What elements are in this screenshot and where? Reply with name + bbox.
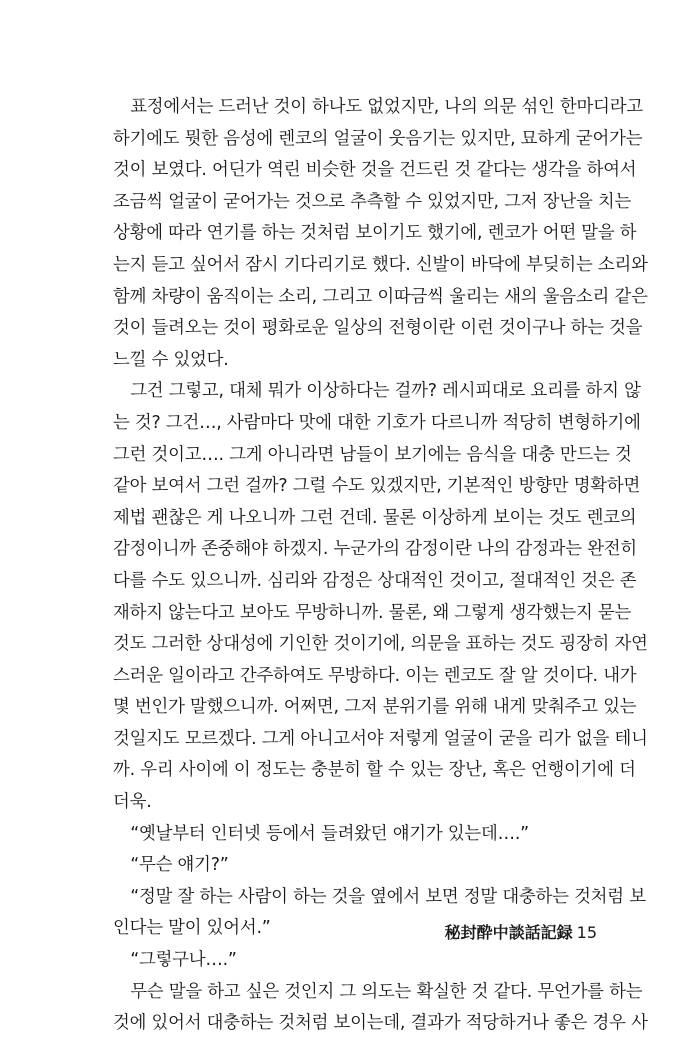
text-line: 까. 우리 사이에 이 정도는 충분히 할 수 있는 장난, 혹은 언행이기에 더 <box>113 760 636 781</box>
text-line: 는 것? 그건…, 사람마다 맛에 대한 기호가 다르니까 적당히 변형하기에 <box>113 412 641 433</box>
text-line: 상황에 따라 연기를 하는 것처럼 보이기도 했기에, 렌코가 어떤 말을 하 <box>113 223 637 244</box>
text-line: 몇 번인가 말했으니까. 어쩌면, 그저 분위기를 위해 내게 맞춰주고 있는 <box>113 697 637 718</box>
text-line: 스러운 일이라고 간주하여도 무방하다. 이는 렌코도 잘 알 것이다. 내가 <box>113 665 637 686</box>
text-line: 것에 있어서 대충하는 것처럼 보이는데, 결과가 적당하거나 좋은 경우 사 <box>113 1013 648 1034</box>
page-number: 15 <box>576 923 597 942</box>
text-line: 는지 듣고 싶어서 잠시 기다리기로 했다. 신발이 바닥에 부딪히는 소리와 <box>113 254 648 275</box>
text-line: 함께 차량이 움직이는 소리, 그리고 이따금씩 울리는 새의 울음소리 같은 <box>113 286 648 307</box>
text-line: 것도 그러한 상대성에 기인한 것이기에, 의문을 표하는 것도 굉장히 자연 <box>113 634 648 655</box>
text-line: 표정에서는 드러난 것이 하나도 없었지만, 나의 의문 섞인 한마디라고 <box>113 97 643 117</box>
body-text <box>113 92 648 1040</box>
text-line: 제법 괜찮은 게 나오니까 그런 건데. 물론 이상하게 보이는 것도 렌코의 <box>113 507 637 528</box>
text-line: 그건 그렇고, 대체 뭐가 이상하다는 걸까? 레시피대로 요리를 하지 않 <box>113 381 641 402</box>
text-line: 조금씩 얼굴이 굳어가는 것으로 추측할 수 있었지만, 그저 장난을 치는 <box>113 191 632 212</box>
text-line: 느낄 수 있었다. <box>113 349 229 370</box>
text-line: 것이 보였다. 어딘가 역린 비슷한 것을 건드린 것 같다는 생각을 하여서 <box>113 160 637 181</box>
text-line: “정말 잘 하는 사람이 하는 것을 옆에서 보면 정말 대충하는 것처럼 보 <box>113 886 646 907</box>
text-line: 감정이니까 존중해야 하겠지. 누군가의 감정이란 나의 감정과는 완전히 <box>113 539 638 560</box>
text-line: 하기에도 뭣한 음성에 렌코의 얼굴이 웃음기는 있지만, 묘하게 굳어가는 <box>113 128 643 149</box>
text-line: 그런 것이고…. 그게 아니라면 남들이 보기에는 음식을 대충 만드는 것 <box>113 444 632 465</box>
text-line: 것일지도 모르겠다. 그게 아니고서야 저렇게 얼굴이 굳을 리가 없을 테니 <box>113 728 648 749</box>
text-line: 더욱. <box>113 792 152 813</box>
text-line: 인다는 말이 있어서.” <box>113 918 271 939</box>
text-line: “그렇구나….” <box>113 950 237 971</box>
text-line: “옛날부터 인터넷 등에서 들려왔던 얘기가 있는데….” <box>113 823 529 844</box>
text-line: 같아 보여서 그런 걸까? 그럴 수도 있겠지만, 기본적인 방향만 명확하면 <box>113 476 641 497</box>
text-line: “무슨 얘기?” <box>113 855 229 876</box>
text-line: 다를 수도 있으니까. 심리와 감정은 상대적인 것이고, 절대적인 것은 존 <box>113 570 637 591</box>
running-footer <box>445 920 597 943</box>
text-line: 재하지 않는다고 보아도 무방하니까. 물론, 왜 그렇게 생각했는지 묻는 <box>113 602 632 623</box>
text-line: 무슨 말을 하고 싶은 것인지 그 의도는 확실한 것 같다. 무언가를 하는 <box>113 981 643 1002</box>
text-line: 것이 들려오는 것이 평화로운 일상의 전형이란 이런 것이구나 하는 것을 <box>113 318 643 339</box>
book-title: 秘封酔中談話記録 <box>444 923 573 942</box>
